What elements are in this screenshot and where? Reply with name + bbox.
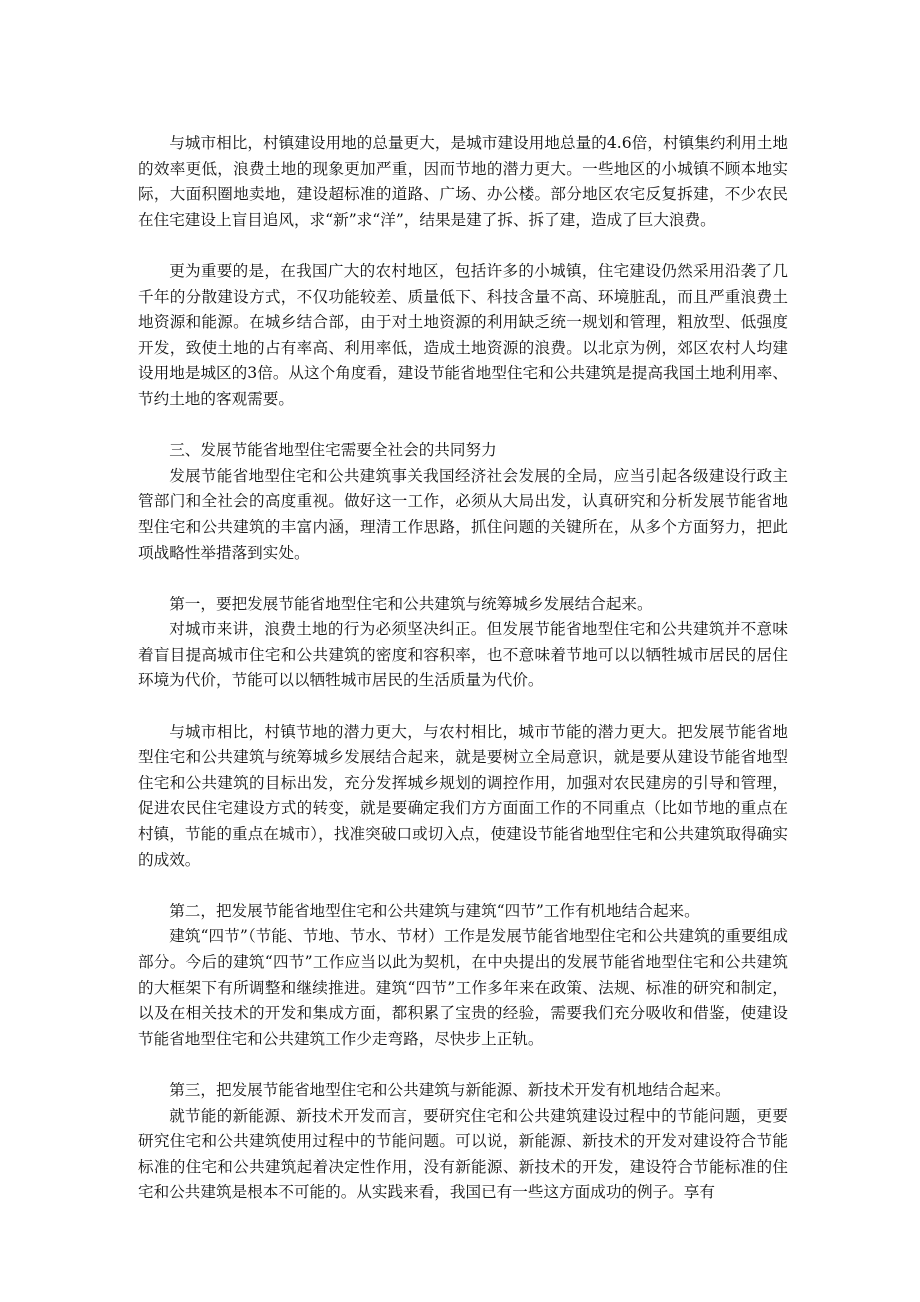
document-body [138, 131, 788, 1206]
paragraph-rural-housing: 更为重要的是，在我国广大的农村地区，包括许多的小城镇，住宅建设仍然采用沿袭了几千年的分散建设方式，不仅功能较差、质量低下、科技含量不高、环境脏乱，而且严重浪费土地资源和能源。在城乡结合部，由于对土地资源的利用缺乏统一规划和管理，粗放型、低强度开发，致使土地的占有率高、利用率低，造成土地资源的浪费。以北京为例，郊区农村人均建设用地是城区的3倍。从这个角度看，建设节能省地型住宅和公共建筑是提高我国土地利用率、节约土地的客观需要。 [138, 261, 788, 408]
section-heading-3: 三、发展节能省地型住宅需要全社会的共同努力 [169, 441, 497, 460]
paragraph-overall-importance: 发展节能省地型住宅和公共建筑事关我国经济社会发展的全局，应当引起各级建设行政主管部门和全社会的高度重视。做好这一工作，必须从大局出发，认真研究和分析发展节能省地型住宅和公共建筑的丰富内涵，理清工作思路，抓住问题的关键所在，从多个方面努力，把此项战略性举措落到实处。 [138, 466, 788, 562]
paragraph-new-energy: 就节能的新能源、新技术开发而言，要研究住宅和公共建筑建设过程中的节能问题，更要研究住宅和公共建筑使用过程中的节能问题。可以说，新能源、新技术的开发对建设符合节能标准的住宅和公共建筑起着决定性作用，没有新能源、新技术的开发，建设符合节能标准的住宅和公共建筑是根本不可能的。从实践来看，我国已有一些这方面成功的例子。享有 [138, 1106, 788, 1202]
paragraph-spacer [138, 694, 788, 720]
paragraph-city-land: 对城市来讲，浪费土地的行为必须坚决纠正。但发展节能省地型住宅和公共建筑并不意味着盲目提高城市住宅和公共建筑的密度和容积率，也不意味着节地可以以牺牲城市居民的居住环境为代价，节能可以以牺牲城市居民的生活质量为代价。 [138, 620, 788, 690]
point-three-heading: 第三，把发展节能省地型住宅和公共建筑与新能源、新技术开发有机地结合起来。 [169, 1080, 731, 1099]
paragraph-spacer [138, 1052, 788, 1078]
point-two-heading: 第二，把发展节能省地型住宅和公共建筑与建筑“四节”工作有机地结合起来。 [169, 901, 700, 920]
paragraph-urban-rural-coordination: 与城市相比，村镇节地的潜力更大，与农村相比，城市节能的潜力更大。把发展节能省地型住宅和公共建筑与统筹城乡发展结合起来，就是要树立全局意识，就是要从建设节能省地型住宅和公共建筑的目标出发，充分发挥城乡规划的调控作用，加强对农民建房的引导和管理，促进农民住宅建设方式的转变，就是要确定我们方方面面工作的不同重点（比如节地的重点在村镇，节能的重点在城市），找准突破口或切入点，使建设节能省地型住宅和公共建筑取得确实的成效。 [138, 722, 788, 869]
paragraph-spacer [138, 413, 788, 439]
paragraph-spacer [138, 233, 788, 259]
paragraph-spacer [138, 566, 788, 592]
paragraph-spacer [138, 873, 788, 899]
paragraph-four-savings: 建筑“四节”（节能、节地、节水、节材）工作是发展节能省地型住宅和公共建筑的重要组成部分。今后的建筑“四节”工作应当以此为契机，在中央提出的发展节能省地型住宅和公共建筑的大框架下有所调整和继续推进。建筑“四节”工作多年来在政策、法规、标准的研究和制定，以及在相关技术的开发和集成方面，都积累了宝贵的经验，需要我们充分吸收和借鉴，使建设节能省地型住宅和公共建筑工作少走弯路，尽快步上正轨。 [138, 927, 788, 1048]
paragraph-village-land-use: 与城市相比，村镇建设用地的总量更大，是城市建设用地总量的4.6倍，村镇集约利用土地的效率更低，浪费土地的现象更加严重，因而节地的潜力更大。一些地区的小城镇不顾本地实际，大面积圈地卖地，建设超标准的道路、广场、办公楼。部分地区农宅反复拆建，不少农民在住宅建设上盲目追风，求“新”求“洋”，结果是建了拆、拆了建，造成了巨大浪费。 [138, 134, 788, 229]
point-one-heading: 第一，要把发展节能省地型住宅和公共建筑与统筹城乡发展结合起来。 [169, 594, 653, 613]
